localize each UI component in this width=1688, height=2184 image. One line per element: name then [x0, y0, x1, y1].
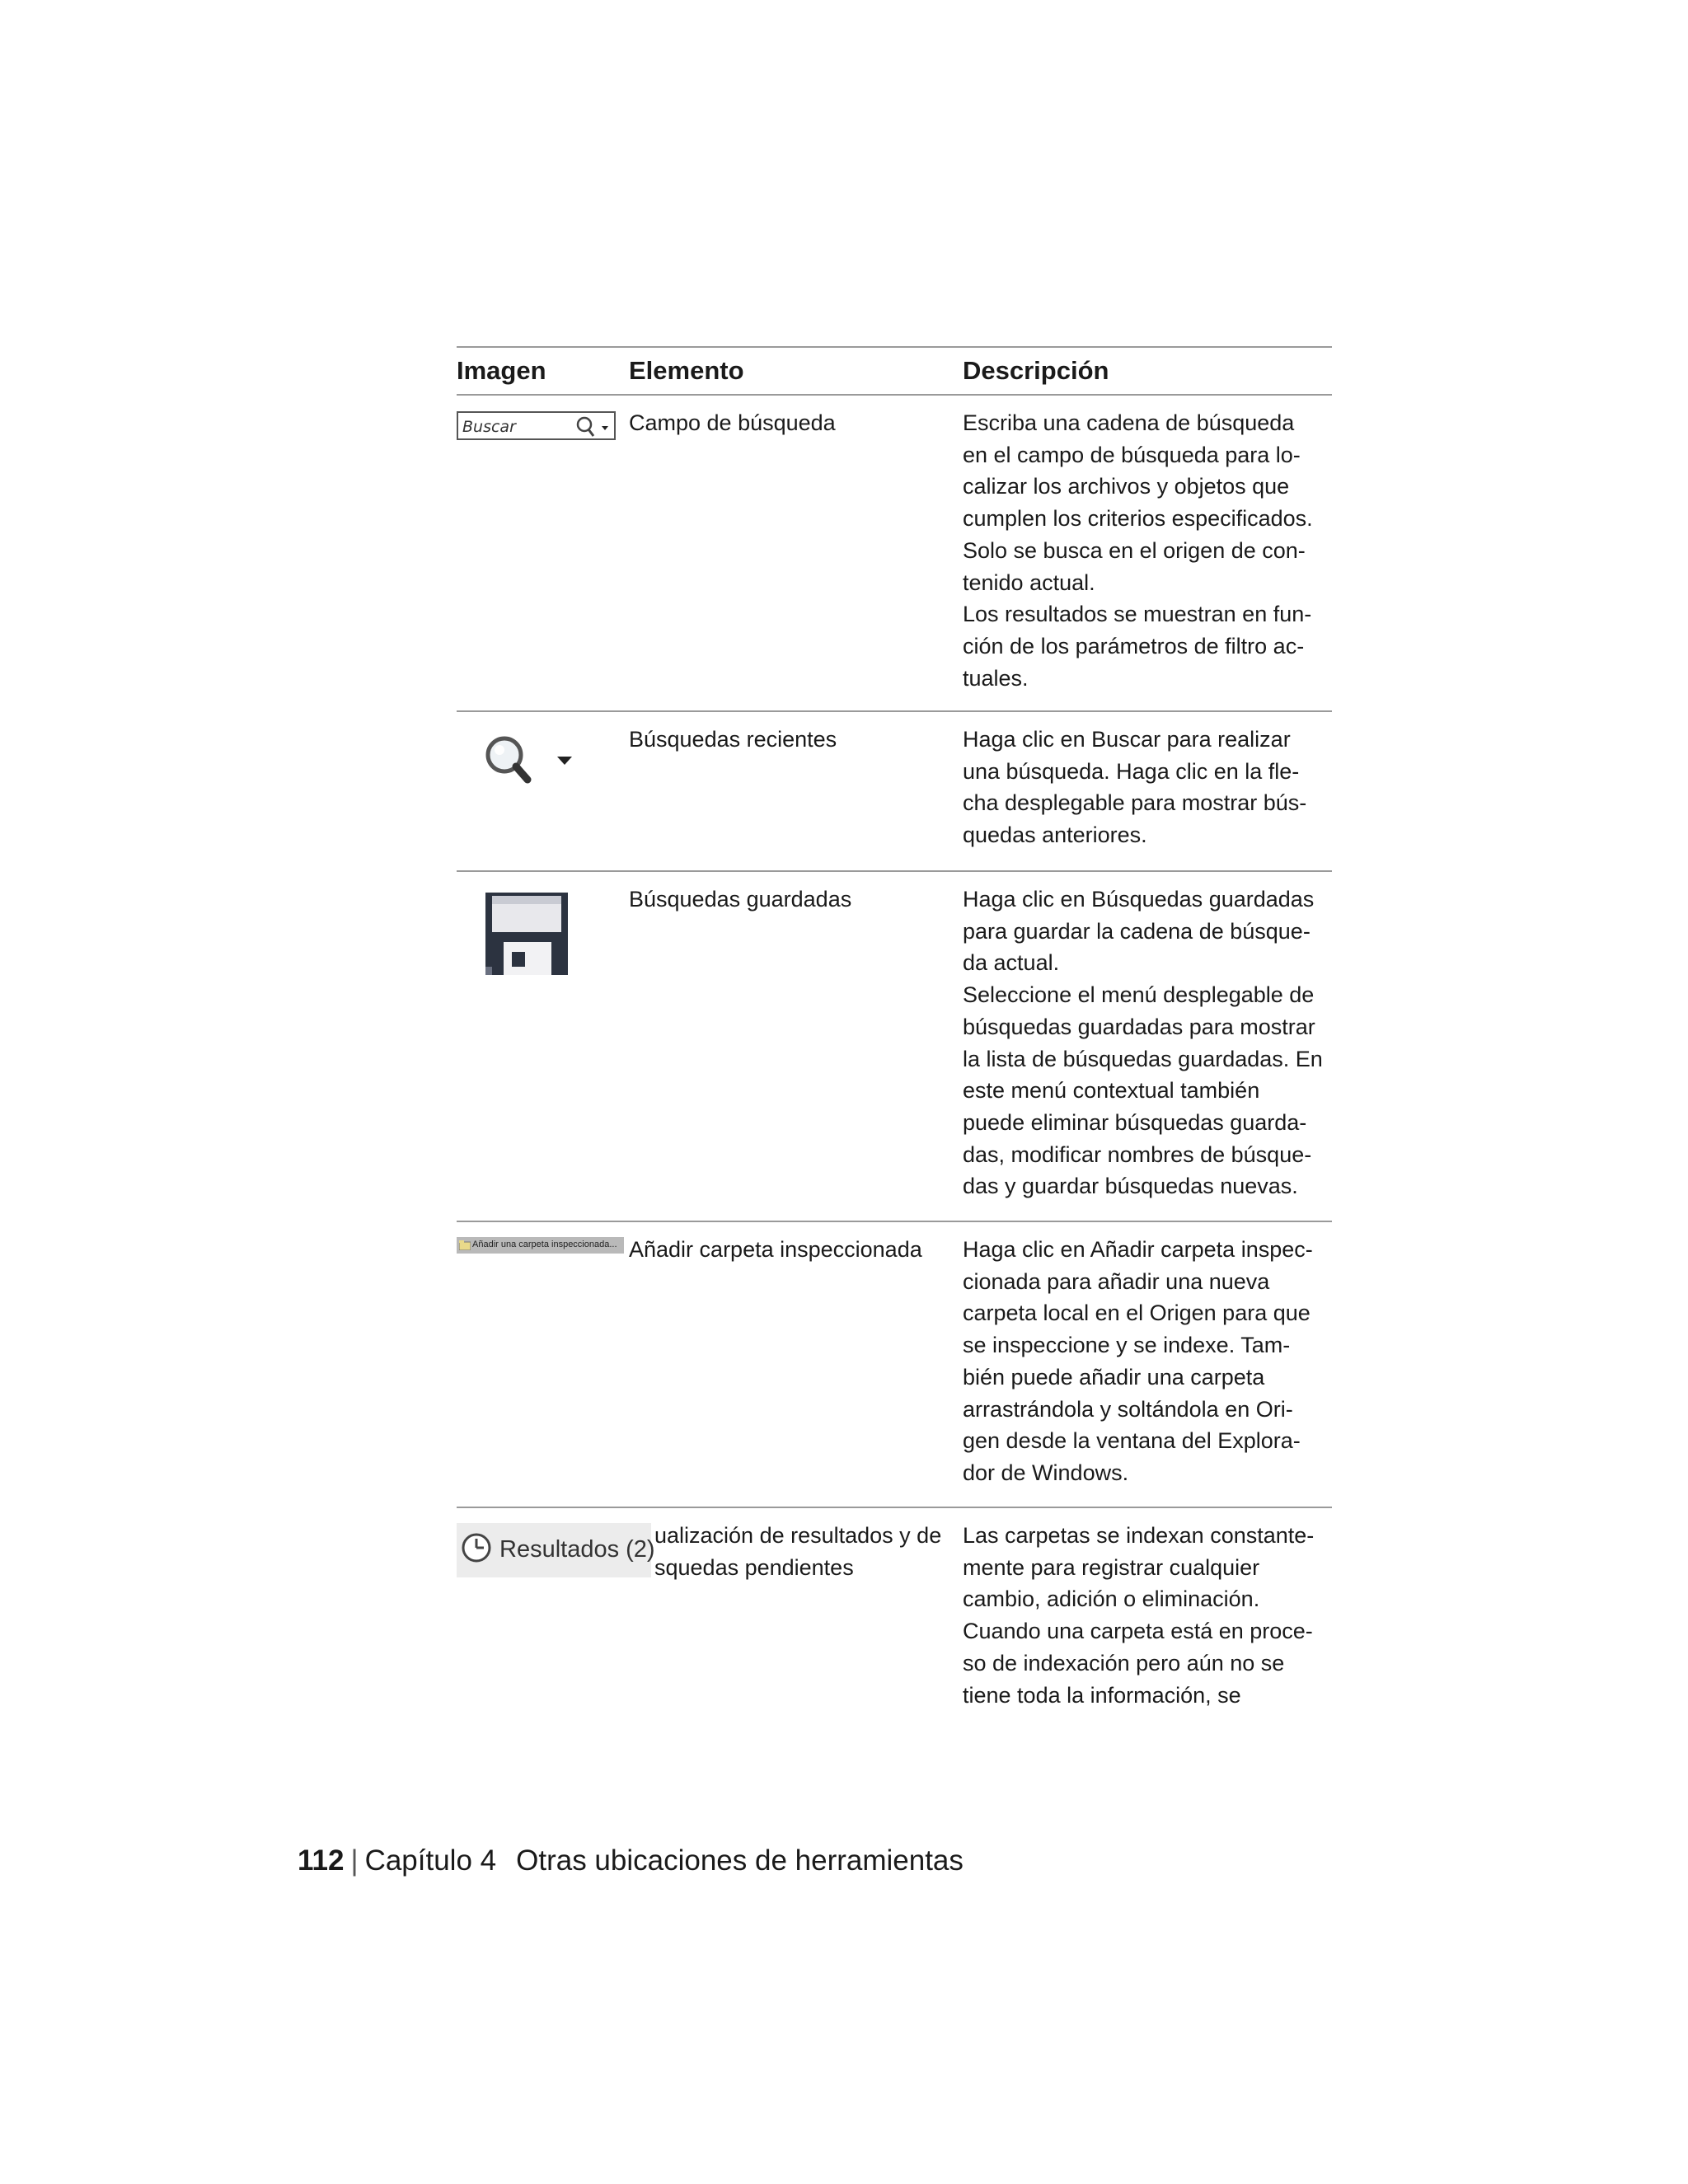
row-element: Búsquedas guardadas — [629, 887, 852, 912]
table-row — [457, 396, 1332, 712]
row-description: Haga clic en Búsquedas guardadas para guardar la cadena de búsque- da actual. Seleccione el menú desplegable de búsquedas guardadas para mostrar la lista de búsquedas guardadas. En este menú contextual también puede eliminar búsquedas guarda- das, modificar nombres de búsque- das y guardar búsquedas nuevas. — [963, 887, 1323, 1199]
table-row — [457, 712, 1332, 872]
page-number: 112 — [298, 1844, 345, 1877]
table-header — [457, 348, 1332, 396]
search-placeholder: Buscar — [462, 418, 516, 436]
row-description: Las carpetas se indexan constante- mente para registrar cualquier cambio, adición o eliminación. Cuando una carpeta está en proce- so de indexación pero aún no se tiene toda la información, se — [963, 1523, 1315, 1708]
search-field-icon — [457, 411, 616, 440]
magnifier-icon — [571, 414, 612, 438]
clock-results-icon — [457, 1523, 655, 1577]
row-description: Escriba una cadena de búsqueda en el campo de búsqueda para lo- calizar los archivos y objetos que cumplen los criterios especificados. Solo se busca en el origen de con- tenido actual. Los resultados se muestran en fun- ción de los parámetros de filtro ac- tuales. — [963, 410, 1313, 691]
chapter-label: Capítulo 4 — [364, 1844, 497, 1877]
magnifier-dropdown-icon — [480, 730, 579, 792]
reference-table — [457, 346, 1332, 1722]
table-row — [457, 872, 1332, 1222]
floppy-disk-icon — [485, 893, 568, 979]
page-footer — [298, 1844, 964, 1877]
footer-separator: | — [350, 1844, 359, 1877]
row-element: Campo de búsqueda — [629, 410, 836, 435]
table-row — [457, 1222, 1332, 1508]
header-image: Imagen — [457, 356, 546, 385]
clock-icon — [460, 1531, 493, 1564]
add-folder-label: Añadir una carpeta inspeccionada... — [472, 1240, 617, 1249]
table-row — [457, 1508, 1332, 1722]
row-description: Haga clic en Buscar para realizar una búsqueda. Haga clic en la fle- cha desplegable para mostrar bús- quedas anteriores. — [963, 727, 1307, 848]
folder-icon — [459, 1240, 471, 1250]
row-element: ualización de resultados y de squedas pendientes — [654, 1523, 942, 1580]
results-label: Resultados (2) — [499, 1536, 655, 1563]
row-element: Búsquedas recientes — [629, 727, 837, 752]
header-description: Descripción — [963, 356, 1109, 385]
row-description: Haga clic en Añadir carpeta inspec- cionada para añadir una nueva carpeta local en el Origen para que se inspeccione y se indexe. Tam- bién puede añadir una carpeta arrastrándola y soltándola en Ori- gen desde la ventana del Explora- dor de Windows. — [963, 1237, 1313, 1485]
chapter-title: Otras ubicaciones de herramientas — [516, 1844, 964, 1877]
header-element: Elemento — [629, 356, 744, 385]
row-element: Añadir carpeta inspeccionada — [629, 1237, 922, 1262]
add-folder-button-icon — [457, 1237, 624, 1254]
